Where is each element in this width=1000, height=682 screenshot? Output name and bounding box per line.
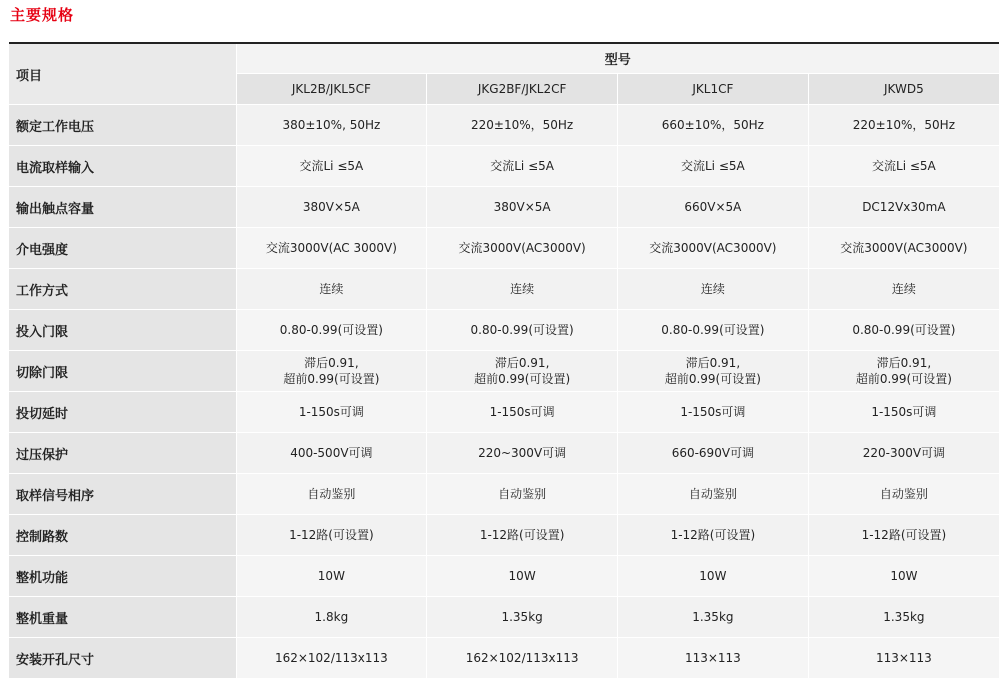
table-cell: 400-500V可调 [236, 433, 427, 474]
table-row [9, 351, 999, 392]
page-title: 主要规格 [10, 6, 75, 24]
table-cell: 连续 [808, 269, 999, 310]
row-label: 整机重量 [9, 597, 236, 638]
row-label: 投入门限 [9, 310, 236, 351]
table-cell: 1.35kg [808, 597, 999, 638]
table-row [9, 146, 999, 187]
table-cell: 交流Li ≤5A [618, 146, 809, 187]
table-cell: 113×113 [808, 638, 999, 679]
table-cell: 交流3000V(AC3000V) [808, 228, 999, 269]
row-label: 整机功能 [9, 556, 236, 597]
table-row [9, 433, 999, 474]
table-cell: 1-12路(可设置) [618, 515, 809, 556]
table-cell: 380V×5A [236, 187, 427, 228]
table-cell: 1-150s可调 [236, 392, 427, 433]
model-header: JKL2B/JKL5CF [236, 74, 427, 105]
table-cell: 10W [618, 556, 809, 597]
table-row [9, 105, 999, 146]
cell-line: 超前0.99(可设置) [474, 372, 571, 386]
model-header: JKWD5 [808, 74, 999, 105]
table-row [9, 556, 999, 597]
table-cell: 660V×5A [618, 187, 809, 228]
corner-header: 项目 [9, 43, 236, 105]
table-row [9, 392, 999, 433]
table-cell: 交流3000V(AC 3000V) [236, 228, 427, 269]
table-cell: 1-150s可调 [427, 392, 618, 433]
table-cell: 10W [808, 556, 999, 597]
table-row [9, 269, 999, 310]
table-cell: 1.8kg [236, 597, 427, 638]
table-cell: 1.35kg [618, 597, 809, 638]
table-row [9, 638, 999, 679]
row-label: 切除门限 [9, 351, 236, 392]
row-label: 过压保护 [9, 433, 236, 474]
row-label: 取样信号相序 [9, 474, 236, 515]
row-label: 投切延时 [9, 392, 236, 433]
cell-line: 超前0.99(可设置) [283, 372, 380, 386]
table-cell: 220~300V可调 [427, 433, 618, 474]
model-group-header: 型号 [236, 43, 999, 74]
cell-line: 滞后0.91, [685, 356, 741, 370]
cell-line: 超前0.99(可设置) [664, 372, 761, 386]
table-row [9, 228, 999, 269]
table-cell: 自动鉴别 [427, 474, 618, 515]
table-cell: 220±10%，50Hz [427, 105, 618, 146]
row-label: 额定工作电压 [9, 105, 236, 146]
table-cell: 1-12路(可设置) [236, 515, 427, 556]
row-label: 电流取样输入 [9, 146, 236, 187]
table-cell: 1-12路(可设置) [808, 515, 999, 556]
table-row [9, 474, 999, 515]
table-row [9, 310, 999, 351]
table-cell: 交流Li ≤5A [427, 146, 618, 187]
table-cell: 自动鉴别 [618, 474, 809, 515]
table-row [9, 515, 999, 556]
table-cell: 交流Li ≤5A [236, 146, 427, 187]
row-label: 控制路数 [9, 515, 236, 556]
table-cell: 162×102/113x113 [427, 638, 618, 679]
row-label: 安装开孔尺寸 [9, 638, 236, 679]
row-label: 输出触点容量 [9, 187, 236, 228]
table-cell: 0.80-0.99(可设置) [618, 310, 809, 351]
table-cell: 10W [427, 556, 618, 597]
table-cell: 113×113 [618, 638, 809, 679]
table-cell: 0.80-0.99(可设置) [427, 310, 618, 351]
table-cell: 自动鉴别 [236, 474, 427, 515]
table-cell: 自动鉴别 [808, 474, 999, 515]
table-cell: 连续 [236, 269, 427, 310]
model-header: JKL1CF [618, 74, 809, 105]
table-cell: 660±10%，50Hz [618, 105, 809, 146]
table-cell: 0.80-0.99(可设置) [236, 310, 427, 351]
cell-line: 超前0.99(可设置) [855, 372, 952, 386]
table-cell: 1-12路(可设置) [427, 515, 618, 556]
table-cell: 380±10%, 50Hz [236, 105, 427, 146]
table-cell: 0.80-0.99(可设置) [808, 310, 999, 351]
table-cell: 交流Li ≤5A [808, 146, 999, 187]
table-cell [236, 351, 427, 392]
table-row [9, 597, 999, 638]
table-cell: 连续 [618, 269, 809, 310]
cell-line: 滞后0.91, [876, 356, 932, 370]
table-cell: 连续 [427, 269, 618, 310]
row-label: 工作方式 [9, 269, 236, 310]
cell-line: 滞后0.91, [304, 356, 359, 370]
spec-table [9, 42, 999, 679]
table-cell: 220-300V可调 [808, 433, 999, 474]
table-cell: 交流3000V(AC3000V) [427, 228, 618, 269]
table-cell: 1-150s可调 [618, 392, 809, 433]
table-cell: DC12Vx30mA [808, 187, 999, 228]
cell-line: 滞后0.91, [494, 356, 550, 370]
table-cell: 380V×5A [427, 187, 618, 228]
table-row [9, 187, 999, 228]
table-cell: 660-690V可调 [618, 433, 809, 474]
table-cell: 1.35kg [427, 597, 618, 638]
table-cell [427, 351, 618, 392]
table-cell: 10W [236, 556, 427, 597]
row-label: 介电强度 [9, 228, 236, 269]
table-cell: 1-150s可调 [808, 392, 999, 433]
table-cell: 220±10%，50Hz [808, 105, 999, 146]
table-cell [618, 351, 809, 392]
spec-table-body [9, 105, 999, 679]
model-header: JKG2BF/JKL2CF [427, 74, 618, 105]
table-cell: 交流3000V(AC3000V) [618, 228, 809, 269]
table-cell: 162×102/113x113 [236, 638, 427, 679]
table-cell [808, 351, 999, 392]
